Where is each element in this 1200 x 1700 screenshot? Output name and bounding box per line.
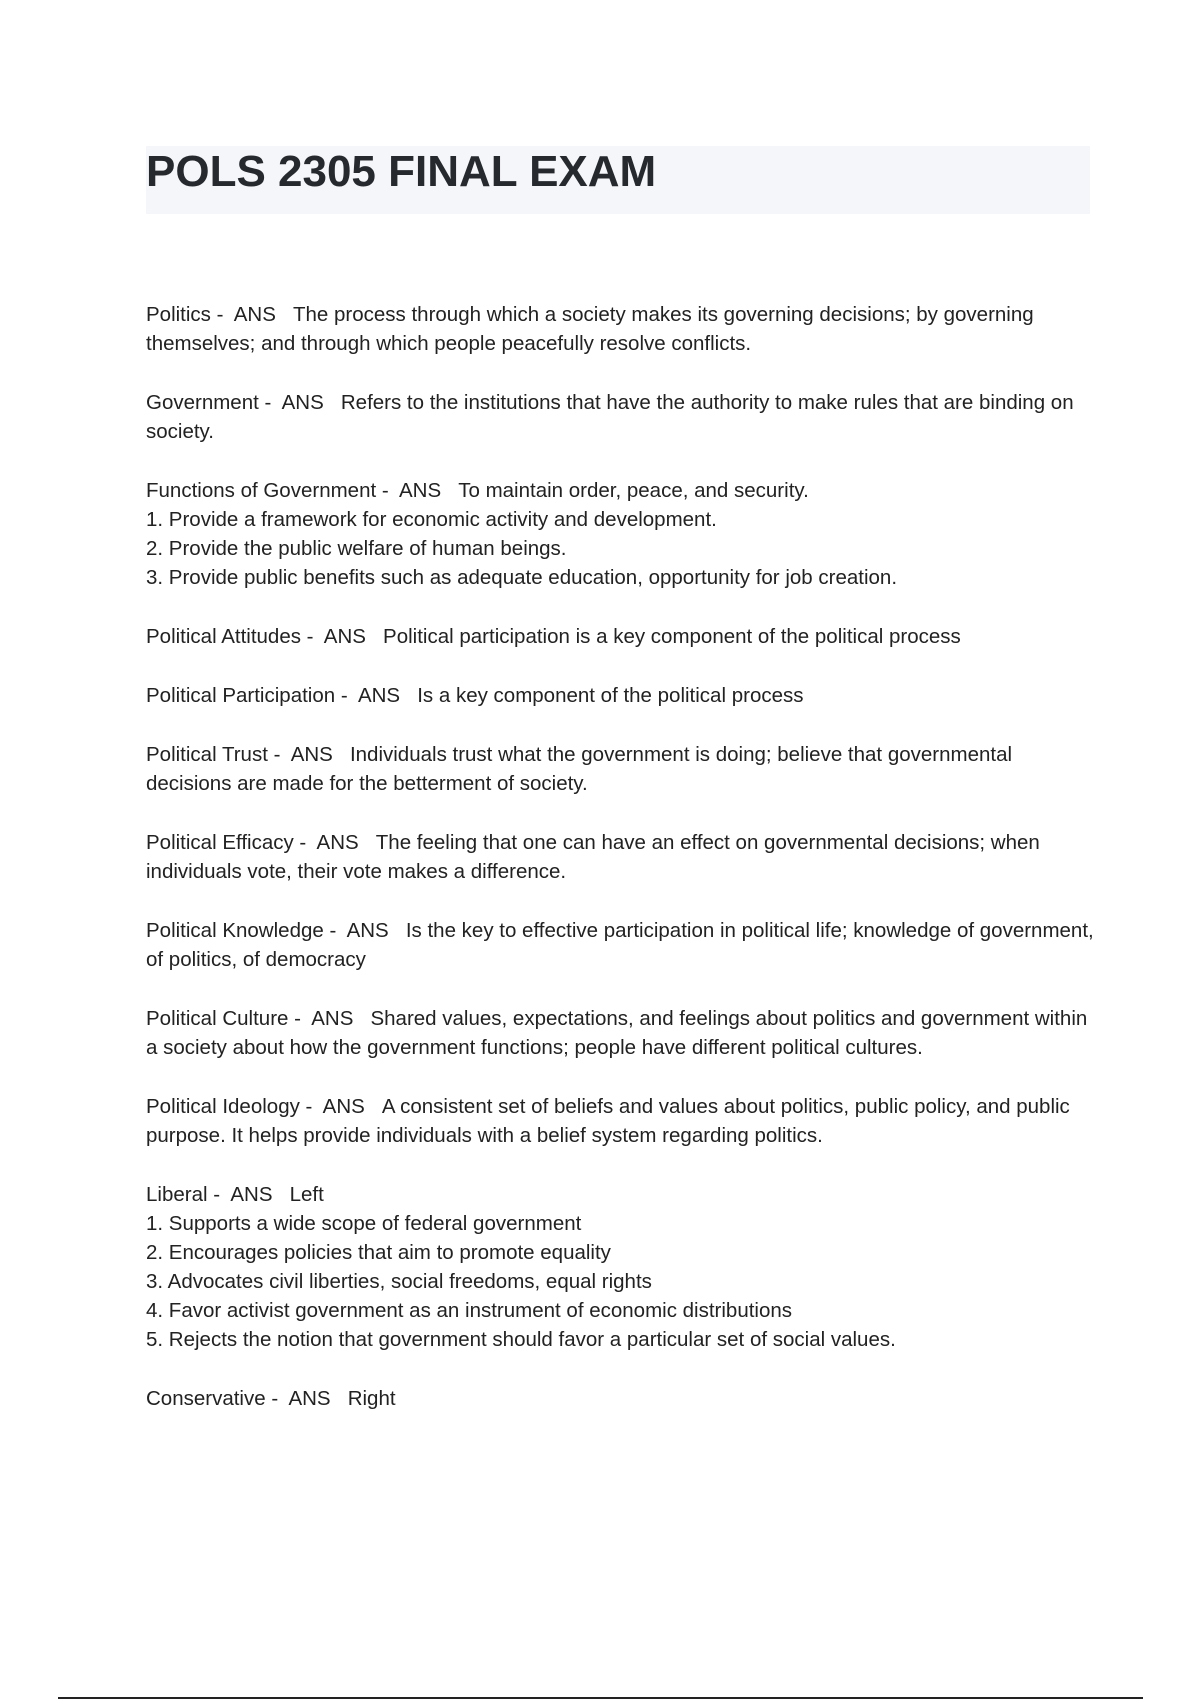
qa-entry xyxy=(146,1004,1096,1062)
entry-gap xyxy=(273,1183,290,1206)
entry-gap xyxy=(441,479,458,502)
qa-entry xyxy=(146,681,1096,710)
entry-definition: Right xyxy=(347,1387,396,1410)
entry-definition: Individuals trust what the government is doing; believe that governmental decisions are made for the betterment of society. xyxy=(146,743,1018,795)
entry-separator: - xyxy=(323,919,347,942)
entry-ans-label: ANS xyxy=(398,479,442,502)
entry-gap xyxy=(389,919,406,942)
entry-ans-label: ANS xyxy=(357,684,401,707)
entry-list-item: 4. Favor activist government as an instrument of economic distributions xyxy=(146,1299,793,1322)
entry-ans-label: ANS xyxy=(290,743,333,766)
entry-gap xyxy=(331,1387,348,1410)
entry-term: Political Knowledge xyxy=(146,919,324,942)
entry-separator: - xyxy=(300,625,324,648)
entry-definition: A consistent set of beliefs and values about politics, public policy, and public purpose. It helps provide individuals with a belief system regarding politics. xyxy=(146,1095,1076,1147)
entry-gap xyxy=(333,743,350,766)
entry-separator: - xyxy=(265,1387,289,1410)
entry-gap xyxy=(276,303,293,326)
entry-ans-label: ANS xyxy=(233,303,276,326)
entry-ans-label: ANS xyxy=(323,625,366,648)
entry-definition: Is the key to effective participation in political life; knowledge of government, of politics, of democracy xyxy=(146,919,1100,971)
entry-ans-label: ANS xyxy=(281,391,324,414)
entry-term: Political Ideology xyxy=(146,1095,300,1118)
entry-gap xyxy=(353,1007,370,1030)
qa-entry xyxy=(146,622,1096,651)
entry-gap xyxy=(359,831,376,854)
entry-gap xyxy=(365,1095,382,1118)
entry-ans-label: ANS xyxy=(288,1387,331,1410)
entry-definition: Refers to the institutions that have the authority to make rules that are binding on society. xyxy=(146,391,1080,443)
entry-separator: - xyxy=(293,831,317,854)
entry-list-item: 1. Supports a wide scope of federal government xyxy=(146,1212,582,1235)
entry-ans-label: ANS xyxy=(230,1183,273,1206)
entry-term: Conservative xyxy=(146,1387,266,1410)
entry-gap xyxy=(324,391,341,414)
qa-entry xyxy=(146,740,1096,798)
entries-list xyxy=(146,300,1100,1443)
entry-definition: To maintain order, peace, and security. xyxy=(458,479,809,502)
entry-term: Government xyxy=(146,391,259,414)
entry-ans-label: ANS xyxy=(322,1095,365,1118)
entry-separator: - xyxy=(267,743,291,766)
entry-gap xyxy=(366,625,383,648)
entry-term: Political Efficacy xyxy=(146,831,294,854)
entry-separator: - xyxy=(288,1007,312,1030)
entry-gap xyxy=(400,684,417,707)
entry-list-item: 3. Advocates civil liberties, social freedoms, equal rights xyxy=(146,1270,652,1293)
entry-term: Political Trust xyxy=(146,743,268,766)
entry-separator: - xyxy=(299,1095,323,1118)
entry-definition: The process through which a society makes its governing decisions; by governing themselves; and through which people peacefully resolve conflicts. xyxy=(146,303,1040,355)
entry-definition: The feeling that one can have an effect on governmental decisions; when individuals vote, their vote makes a difference. xyxy=(146,831,1046,883)
entry-definition: Is a key component of the political process xyxy=(417,684,804,707)
entry-definition: Political participation is a key component of the political process xyxy=(383,625,961,648)
qa-entry xyxy=(146,300,1096,358)
entry-separator: - xyxy=(335,684,358,707)
qa-entry xyxy=(146,1092,1096,1150)
entry-separator: - xyxy=(210,303,234,326)
entry-list-item: 1. Provide a framework for economic activity and development. xyxy=(146,508,717,531)
entry-definition: Shared values, expectations, and feelings about politics and government within a society about how the government functions; people have different political cultures. xyxy=(146,1007,1093,1059)
entry-list-item: 2. Provide the public welfare of human beings. xyxy=(146,537,567,560)
entry-separator: - xyxy=(207,1183,231,1206)
entry-term: Political Culture xyxy=(146,1007,289,1030)
qa-entry xyxy=(146,1384,1096,1413)
qa-entry xyxy=(146,476,1096,592)
document-title: POLS 2305 FINAL EXAM xyxy=(146,147,657,196)
entry-term: Functions of Government xyxy=(146,479,377,502)
entry-definition: Left xyxy=(289,1183,324,1206)
footer-rule xyxy=(58,1697,1143,1699)
qa-entry xyxy=(146,828,1096,886)
entry-list-item: 3. Provide public benefits such as adequate education, opportunity for job creation. xyxy=(146,566,898,589)
entry-term: Political Participation xyxy=(146,684,336,707)
qa-entry xyxy=(146,916,1100,974)
entry-term: Politics xyxy=(146,303,211,326)
entry-separator: - xyxy=(376,479,399,502)
entry-ans-label: ANS xyxy=(346,919,389,942)
qa-entry xyxy=(146,1180,1096,1354)
entry-separator: - xyxy=(258,391,282,414)
entry-list-item: 5. Rejects the notion that government should favor a particular set of social values. xyxy=(146,1328,896,1351)
entry-ans-label: ANS xyxy=(316,831,359,854)
entry-term: Liberal xyxy=(146,1183,208,1206)
entry-term: Political Attitudes xyxy=(146,625,301,648)
entry-list-item: 2. Encourages policies that aim to promote equality xyxy=(146,1241,611,1264)
entry-ans-label: ANS xyxy=(311,1007,354,1030)
qa-entry xyxy=(146,388,1096,446)
